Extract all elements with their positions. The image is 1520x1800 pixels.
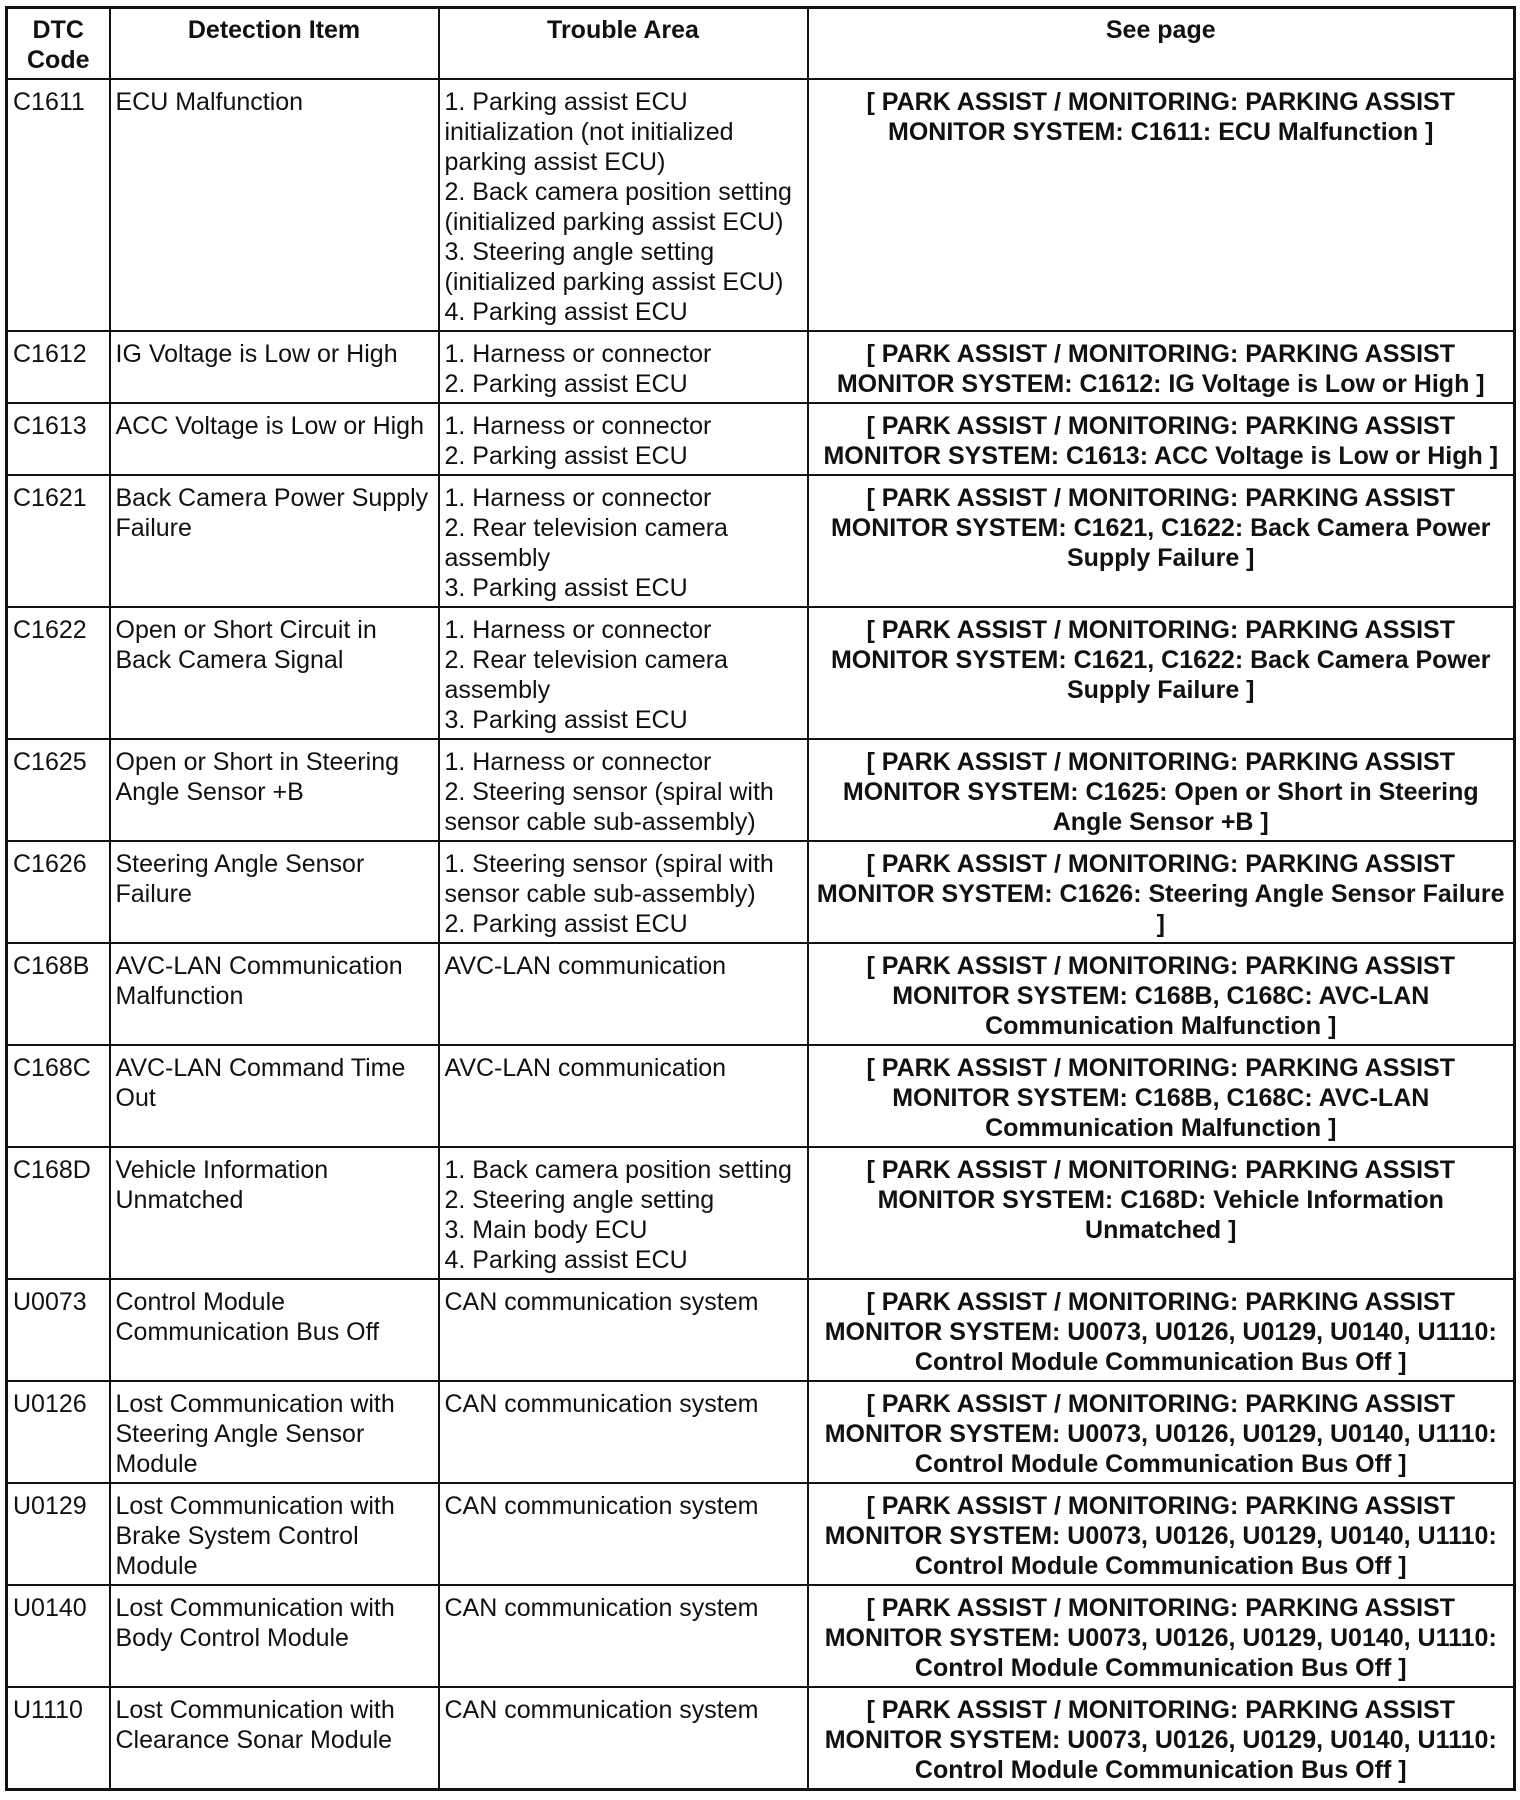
trouble-area-line: 2. Parking assist ECU [444, 370, 688, 398]
trouble-area-line: 2. Parking assist ECU [444, 910, 688, 938]
trouble-area-line: 3. Main body ECU [444, 1216, 648, 1244]
dtc-code-cell: C1611 [7, 79, 110, 331]
detection-item-cell: Open or Short Circuit in Back Camera Signal [110, 607, 439, 739]
see-page-link[interactable]: [ PARK ASSIST / MONITORING: PARKING ASSIST MONITOR SYSTEM: U0073, U0126, U0129, U0140, U1110: Control Module Communication Bus Off ] [808, 1279, 1515, 1381]
dtc-code-cell: C1625 [7, 739, 110, 841]
trouble-area-cell [439, 1585, 808, 1687]
see-page-link[interactable]: [ PARK ASSIST / MONITORING: PARKING ASSIST MONITOR SYSTEM: U0073, U0126, U0129, U0140, U1110: Control Module Communication Bus Off ] [808, 1687, 1515, 1790]
detection-item-cell: Back Camera Power Supply Failure [110, 475, 439, 607]
dtc-code-cell: C168B [7, 943, 110, 1045]
table-row [7, 331, 1515, 403]
trouble-area-line: 1. Parking assist ECU initialization (not initialized parking assist ECU) [444, 88, 734, 176]
dtc-code-cell: U0129 [7, 1483, 110, 1585]
dtc-code-cell: C1612 [7, 331, 110, 403]
table-row [7, 79, 1515, 331]
trouble-area-cell [439, 1279, 808, 1381]
dtc-code-cell: C1622 [7, 607, 110, 739]
see-page-link[interactable]: [ PARK ASSIST / MONITORING: PARKING ASSIST MONITOR SYSTEM: C1613: ACC Voltage is Low or High ] [808, 403, 1515, 475]
see-page-link[interactable]: [ PARK ASSIST / MONITORING: PARKING ASSIST MONITOR SYSTEM: C1621, C1622: Back Camera Power Supply Failure ] [808, 607, 1515, 739]
see-page-link[interactable]: [ PARK ASSIST / MONITORING: PARKING ASSIST MONITOR SYSTEM: C1625: Open or Short in Steering Angle Sensor +B ] [808, 739, 1515, 841]
see-page-link[interactable]: [ PARK ASSIST / MONITORING: PARKING ASSIST MONITOR SYSTEM: U0073, U0126, U0129, U0140, U1110: Control Module Communication Bus Off ] [808, 1483, 1515, 1585]
detection-item-cell: Lost Communication with Brake System Control Module [110, 1483, 439, 1585]
see-page-link[interactable]: [ PARK ASSIST / MONITORING: PARKING ASSIST MONITOR SYSTEM: C1626: Steering Angle Sensor Failure ] [808, 841, 1515, 943]
trouble-area-line: 3. Parking assist ECU [444, 706, 688, 734]
trouble-area-line: AVC-LAN communication [444, 952, 727, 980]
trouble-area-line: 2. Rear television camera assembly [444, 646, 728, 704]
table-row [7, 403, 1515, 475]
trouble-area-cell [439, 841, 808, 943]
dtc-code-cell: C1626 [7, 841, 110, 943]
trouble-area-cell [439, 1687, 808, 1790]
trouble-area-line: 2. Back camera position setting (initialized parking assist ECU) [444, 178, 792, 236]
trouble-area-cell [439, 739, 808, 841]
trouble-area-line: 2. Steering sensor (spiral with sensor cable sub-assembly) [444, 778, 774, 836]
table-row [7, 1147, 1515, 1279]
table-row [7, 841, 1515, 943]
detection-item-cell: AVC-LAN Communication Malfunction [110, 943, 439, 1045]
trouble-area-line: 1. Harness or connector [444, 616, 712, 644]
trouble-area-line: 3. Steering angle setting (initialized parking assist ECU) [444, 238, 784, 296]
detection-item-cell: IG Voltage is Low or High [110, 331, 439, 403]
header-trouble-area: Trouble Area [439, 8, 808, 80]
trouble-area-line: 2. Rear television camera assembly [444, 514, 728, 572]
trouble-area-line: 3. Parking assist ECU [444, 574, 688, 602]
trouble-area-cell [439, 475, 808, 607]
trouble-area-line: 1. Back camera position setting [444, 1156, 792, 1184]
detection-item-cell: AVC-LAN Command Time Out [110, 1045, 439, 1147]
dtc-code-cell: U0140 [7, 1585, 110, 1687]
table-body [7, 79, 1515, 1790]
dtc-table-sheet [5, 6, 1513, 1791]
dtc-code-cell: U0073 [7, 1279, 110, 1381]
detection-item-cell: Vehicle Information Unmatched [110, 1147, 439, 1279]
trouble-area-cell [439, 943, 808, 1045]
table-row [7, 1381, 1515, 1483]
trouble-area-line: 1. Harness or connector [444, 340, 712, 368]
table-row [7, 475, 1515, 607]
table-row [7, 1045, 1515, 1147]
trouble-area-line: CAN communication system [444, 1696, 759, 1724]
trouble-area-line: 4. Parking assist ECU [444, 1246, 688, 1274]
table-row [7, 1585, 1515, 1687]
dtc-code-cell: C168C [7, 1045, 110, 1147]
trouble-area-line: 1. Steering sensor (spiral with sensor cable sub-assembly) [444, 850, 774, 908]
detection-item-cell: Lost Communication with Steering Angle Sensor Module [110, 1381, 439, 1483]
table-header-row [7, 8, 1515, 80]
trouble-area-cell [439, 607, 808, 739]
dtc-code-cell: C1613 [7, 403, 110, 475]
see-page-link[interactable]: [ PARK ASSIST / MONITORING: PARKING ASSIST MONITOR SYSTEM: U0073, U0126, U0129, U0140, U1110: Control Module Communication Bus Off ] [808, 1381, 1515, 1483]
see-page-link[interactable]: [ PARK ASSIST / MONITORING: PARKING ASSIST MONITOR SYSTEM: C168B, C168C: AVC-LAN Communication Malfunction ] [808, 943, 1515, 1045]
dtc-code-cell: C168D [7, 1147, 110, 1279]
trouble-area-cell [439, 1045, 808, 1147]
table-row [7, 739, 1515, 841]
trouble-area-line: 4. Parking assist ECU [444, 298, 688, 326]
trouble-area-cell [439, 79, 808, 331]
header-see-page: See page [808, 8, 1515, 80]
trouble-area-line: 1. Harness or connector [444, 412, 712, 440]
header-dtc-code: DTC Code [7, 8, 110, 80]
trouble-area-line: CAN communication system [444, 1492, 759, 1520]
trouble-area-line: CAN communication system [444, 1594, 759, 1622]
trouble-area-cell [439, 403, 808, 475]
dtc-table [5, 6, 1516, 1791]
trouble-area-cell [439, 331, 808, 403]
see-page-link[interactable]: [ PARK ASSIST / MONITORING: PARKING ASSIST MONITOR SYSTEM: C1611: ECU Malfunction ] [808, 79, 1515, 331]
detection-item-cell: ECU Malfunction [110, 79, 439, 331]
trouble-area-line: AVC-LAN communication [444, 1054, 727, 1082]
trouble-area-line: 2. Steering angle setting [444, 1186, 715, 1214]
table-row [7, 1483, 1515, 1585]
see-page-link[interactable]: [ PARK ASSIST / MONITORING: PARKING ASSIST MONITOR SYSTEM: C1621, C1622: Back Camera Power Supply Failure ] [808, 475, 1515, 607]
trouble-area-line: 2. Parking assist ECU [444, 442, 688, 470]
trouble-area-cell [439, 1483, 808, 1585]
see-page-link[interactable]: [ PARK ASSIST / MONITORING: PARKING ASSIST MONITOR SYSTEM: C1612: IG Voltage is Low or High ] [808, 331, 1515, 403]
trouble-area-cell [439, 1147, 808, 1279]
see-page-link[interactable]: [ PARK ASSIST / MONITORING: PARKING ASSIST MONITOR SYSTEM: C168B, C168C: AVC-LAN Communication Malfunction ] [808, 1045, 1515, 1147]
trouble-area-line: 1. Harness or connector [444, 748, 712, 776]
trouble-area-line: CAN communication system [444, 1390, 759, 1418]
detection-item-cell: Control Module Communication Bus Off [110, 1279, 439, 1381]
dtc-code-cell: U0126 [7, 1381, 110, 1483]
header-detection-item: Detection Item [110, 8, 439, 80]
table-row [7, 943, 1515, 1045]
table-row [7, 607, 1515, 739]
see-page-link[interactable]: [ PARK ASSIST / MONITORING: PARKING ASSIST MONITOR SYSTEM: U0073, U0126, U0129, U0140, U1110: Control Module Communication Bus Off ] [808, 1585, 1515, 1687]
trouble-area-line: CAN communication system [444, 1288, 759, 1316]
trouble-area-line: 1. Harness or connector [444, 484, 712, 512]
dtc-code-cell: C1621 [7, 475, 110, 607]
table-row [7, 1279, 1515, 1381]
detection-item-cell: Open or Short in Steering Angle Sensor +B [110, 739, 439, 841]
detection-item-cell: Lost Communication with Clearance Sonar Module [110, 1687, 439, 1790]
detection-item-cell: Lost Communication with Body Control Module [110, 1585, 439, 1687]
table-row [7, 1687, 1515, 1790]
detection-item-cell: ACC Voltage is Low or High [110, 403, 439, 475]
detection-item-cell: Steering Angle Sensor Failure [110, 841, 439, 943]
trouble-area-cell [439, 1381, 808, 1483]
see-page-link[interactable]: [ PARK ASSIST / MONITORING: PARKING ASSIST MONITOR SYSTEM: C168D: Vehicle Information Unmatched ] [808, 1147, 1515, 1279]
dtc-code-cell: U1110 [7, 1687, 110, 1790]
